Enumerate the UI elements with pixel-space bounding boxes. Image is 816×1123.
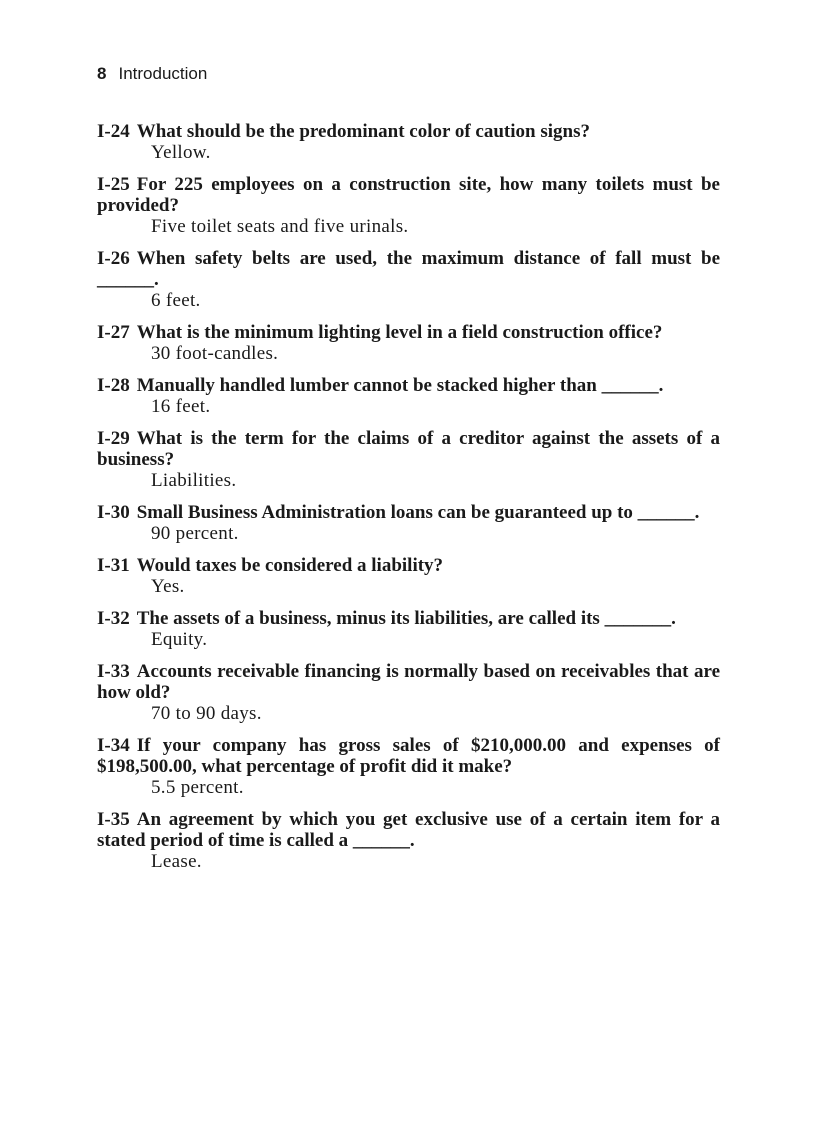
question-text: What is the minimum lighting level in a field construction office?: [136, 322, 663, 343]
question-text: Accounts receivable financing is normally based on receivables that are how old?: [97, 661, 720, 703]
question-text: For 225 employees on a construction site, how many toilets must be provided?: [97, 174, 720, 216]
qa-item: [97, 121, 720, 163]
page-number: 8: [97, 64, 107, 83]
question: [97, 555, 720, 576]
qa-list: [97, 121, 720, 883]
question: [97, 248, 720, 290]
answer: 16 feet.: [151, 396, 211, 417]
answer: Five toilet seats and five urinals.: [151, 216, 409, 237]
question-text: What should be the predominant color of caution signs?: [136, 121, 590, 142]
section-title: Introduction: [118, 64, 208, 83]
question: [97, 735, 720, 777]
question-number: I-31: [97, 555, 130, 576]
qa-item: [97, 248, 720, 311]
qa-item: [97, 661, 720, 724]
question: [97, 608, 720, 629]
question-number: I-29: [97, 428, 130, 449]
answer: Lease.: [151, 851, 202, 872]
question-text: Would taxes be considered a liability?: [136, 555, 444, 576]
qa-item: [97, 555, 720, 597]
question-number: I-32: [97, 608, 130, 629]
question-number: I-28: [97, 375, 130, 396]
question: [97, 502, 720, 523]
qa-item: [97, 174, 720, 237]
answer: Yes.: [151, 576, 185, 597]
answer: 90 percent.: [151, 523, 239, 544]
qa-item: [97, 322, 720, 364]
question-text: An agreement by which you get exclusive use of a certain item for a stated period of time is called a ______.: [97, 809, 720, 851]
question-number: I-33: [97, 661, 130, 682]
question: [97, 661, 720, 703]
question-number: I-26: [97, 248, 130, 269]
answer: 6 feet.: [151, 290, 201, 311]
question-number: I-30: [97, 502, 130, 523]
question: [97, 375, 720, 396]
qa-item: [97, 428, 720, 491]
answer: Equity.: [151, 629, 208, 650]
question: [97, 121, 720, 142]
answer: Liabilities.: [151, 470, 237, 491]
question-text: Manually handled lumber cannot be stacked higher than ______.: [136, 375, 664, 396]
question-number: I-34: [97, 735, 130, 756]
qa-item: [97, 809, 720, 872]
qa-item: [97, 608, 720, 650]
page-header: [97, 63, 207, 85]
question: [97, 174, 720, 216]
question-text: The assets of a business, minus its liabilities, are called its _______.: [136, 608, 676, 629]
question-number: I-25: [97, 174, 130, 195]
question: [97, 809, 720, 851]
question-text: Small Business Administration loans can be guaranteed up to ______.: [136, 502, 700, 523]
question-number: I-27: [97, 322, 130, 343]
answer: Yellow.: [151, 142, 211, 163]
answer: 30 foot-candles.: [151, 343, 279, 364]
answer: 5.5 percent.: [151, 777, 244, 798]
question-text: When safety belts are used, the maximum distance of fall must be ______.: [97, 248, 720, 290]
question: [97, 428, 720, 470]
question-number: I-35: [97, 809, 130, 830]
question-number: I-24: [97, 121, 130, 142]
answer: 70 to 90 days.: [151, 703, 262, 724]
question-text: What is the term for the claims of a creditor against the assets of a business?: [97, 428, 720, 470]
question-text: If your company has gross sales of $210,000.00 and expenses of $198,500.00, what percentage of profit did it make?: [97, 735, 720, 777]
qa-item: [97, 735, 720, 798]
qa-item: [97, 375, 720, 417]
qa-item: [97, 502, 720, 544]
question: [97, 322, 720, 343]
